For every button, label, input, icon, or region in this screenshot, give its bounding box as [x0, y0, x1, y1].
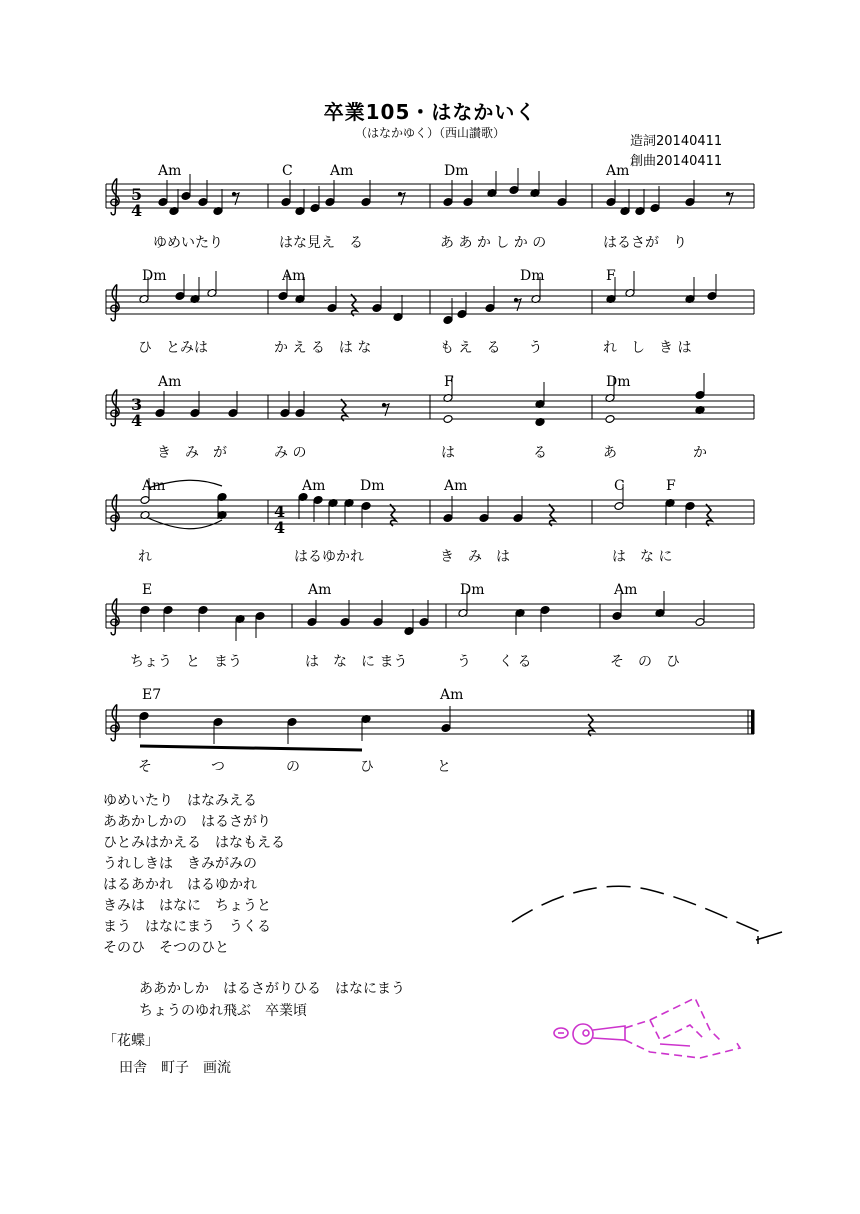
lyric-line: ゆめいたり — [153, 235, 223, 251]
lyric-line: あ — [603, 445, 617, 461]
lyric-line: き み が — [157, 445, 227, 461]
chord-label: Dm — [520, 268, 545, 284]
lyric-line: はな見え る — [279, 235, 363, 251]
lyric-line: ひ — [360, 759, 374, 775]
lyric-line: る — [533, 445, 547, 461]
lyric-line: は — [441, 445, 455, 461]
chord-label: Am — [158, 163, 182, 179]
lyric-line: あ あ か し か の — [440, 235, 547, 251]
chord-label: Am — [142, 478, 166, 494]
lyric-line: れ — [138, 549, 152, 565]
verse-line: ゆめいたり はなみえる — [103, 793, 257, 809]
lyric-line: れ し き は — [603, 340, 692, 356]
composition-date: 創曲20140411 — [630, 154, 723, 169]
svg-text:4: 4 — [274, 518, 286, 537]
chord-label: Dm — [142, 268, 167, 284]
chord-label: Am — [158, 374, 182, 390]
lyric-line: も え る う — [440, 340, 543, 356]
chord-label: F — [606, 268, 616, 284]
verse-line: ちょうのゆれ飛ぶ 卒業頃 — [139, 1003, 307, 1019]
chord-label: Am — [444, 478, 468, 494]
lyric-line: ひ とみは — [138, 340, 208, 356]
lyric-line: と — [437, 759, 451, 775]
verse-line: そのひ そつのひと — [103, 940, 229, 956]
poem-author: 田舎 町子 画流 — [119, 1060, 231, 1076]
verse-line: ああかしか はるさがりひる はなにまう — [139, 981, 405, 997]
lyric-line: はるさが り — [603, 235, 687, 251]
lyric-line: う く る — [457, 654, 532, 670]
lyric-line: は な に — [612, 549, 673, 565]
lyric-line: は な に まう — [305, 654, 408, 670]
verse-line: きみは はなに ちょうと — [103, 898, 271, 914]
chord-label: E — [142, 582, 153, 598]
chord-label: E7 — [142, 687, 162, 703]
svg-text:3: 3 — [131, 395, 143, 414]
lyric-line: み の — [274, 445, 307, 461]
chord-label: Am — [606, 163, 630, 179]
lyric-line: き み は — [440, 549, 510, 565]
chord-label: Am — [308, 582, 332, 598]
lyrics-date: 造詞20140411 — [630, 134, 723, 149]
chord-label: Am — [614, 582, 638, 598]
lyric-line: はるゆかれ — [294, 549, 364, 565]
chord-label: Am — [302, 478, 326, 494]
chord-label: Am — [330, 163, 354, 179]
chord-label: Dm — [360, 478, 385, 494]
svg-text:5: 5 — [131, 185, 143, 204]
poem-title: 「花蝶」 — [103, 1033, 159, 1049]
lyric-line: か え る は な — [274, 340, 372, 356]
verse-line: うれしきは きみがみの — [103, 856, 257, 872]
svg-text:4: 4 — [131, 411, 143, 430]
page-subtitle: （はなかゆく）（西山讃歌） — [354, 126, 505, 140]
verse-line: まう はなにまう うくる — [103, 919, 271, 935]
svg-text:4: 4 — [131, 201, 143, 220]
chord-label: F — [444, 374, 454, 390]
svg-text:4: 4 — [274, 502, 286, 521]
chord-label: Dm — [444, 163, 469, 179]
page-title: 卒業105・はなかいく — [323, 100, 537, 124]
verse-line: ああかしかの はるさがり — [103, 814, 271, 830]
lyric-line: ちょう と まう — [130, 654, 242, 670]
verse-line: ひとみはかえる はなもえる — [103, 835, 285, 851]
lyric-line: の — [286, 759, 300, 775]
lyric-line: つ — [211, 759, 225, 775]
chord-label: C — [282, 163, 293, 179]
lyric-line: か — [693, 445, 707, 461]
chord-label: C — [614, 478, 625, 494]
butterfly-sketch — [554, 998, 740, 1058]
chord-label: Dm — [606, 374, 631, 390]
chord-label: Am — [440, 687, 464, 703]
lyric-line: そ の ひ — [610, 654, 680, 670]
verse-line: はるあかれ はるゆかれ — [103, 877, 257, 893]
chord-label: Am — [282, 268, 306, 284]
chord-label: Dm — [460, 582, 485, 598]
dashed-arc — [512, 886, 760, 932]
lyric-line: そ — [138, 759, 152, 775]
chord-label: F — [666, 478, 676, 494]
